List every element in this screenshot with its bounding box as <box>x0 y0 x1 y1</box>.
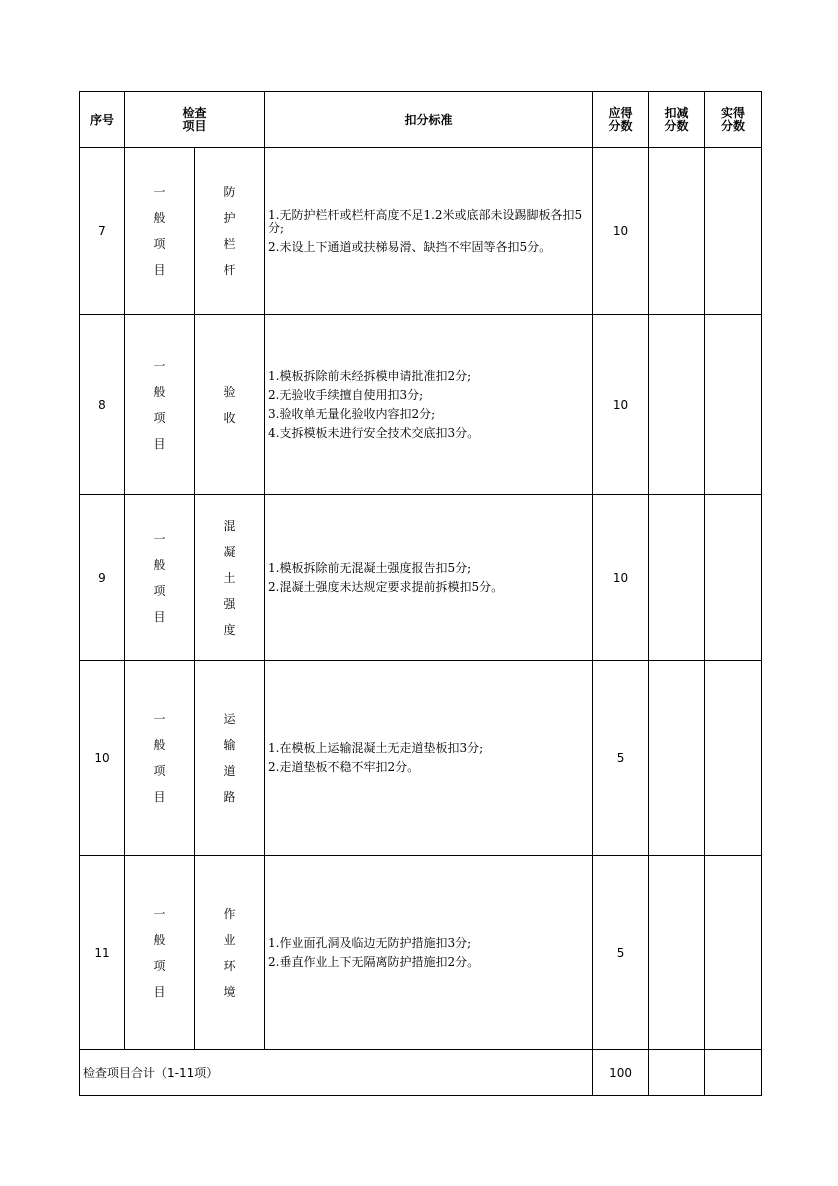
row-item-char: 凝 <box>223 544 236 559</box>
row-item <box>195 495 265 661</box>
row-category-char: 般 <box>153 384 166 399</box>
header-actual-line2: 分数 <box>721 118 746 133</box>
total-deduct-score[interactable] <box>649 1050 705 1096</box>
criteria-line: 1.作业面孔洞及临边无防护措施扣3分; <box>268 935 472 950</box>
row-seq: 9 <box>80 495 125 661</box>
criteria-line: 2.未设上下通道或扶梯易滑、缺挡不牢固等各扣5分。 <box>268 239 552 254</box>
row-item-char: 业 <box>223 932 236 947</box>
row-category-char: 项 <box>153 764 166 778</box>
row-category <box>125 856 195 1050</box>
row-category-char: 目 <box>153 790 166 804</box>
header-should-line2: 分数 <box>608 118 633 133</box>
row-item <box>195 856 265 1050</box>
criteria-line: 2.无验收手续擅自使用扣3分; <box>268 387 424 402</box>
row-should-score: 5 <box>593 856 649 1050</box>
row-item-char: 运 <box>223 712 236 726</box>
row-item-char: 土 <box>223 570 236 585</box>
row-category-char: 一 <box>153 906 166 921</box>
row-category-char: 般 <box>153 738 166 752</box>
row-item-char: 混 <box>223 518 236 533</box>
row-deduct-score[interactable] <box>649 495 705 661</box>
row-should-score: 10 <box>593 315 649 495</box>
row-seq: 10 <box>80 661 125 856</box>
row-criteria <box>265 856 593 1050</box>
row-category-char: 目 <box>153 984 166 999</box>
row-category-char: 般 <box>153 557 166 572</box>
header-item <box>125 92 265 148</box>
row-item-char: 环 <box>223 958 236 973</box>
row-category-char: 项 <box>153 583 166 598</box>
row-item-char: 栏 <box>223 237 236 251</box>
row-criteria <box>265 661 593 856</box>
row-item-char: 路 <box>223 790 236 804</box>
row-item-char: 道 <box>223 764 236 778</box>
header-seq: 序号 <box>80 92 125 148</box>
row-criteria <box>265 148 593 315</box>
criteria-line: 1.模板拆除前无混凝土强度报告扣5分; <box>268 560 472 575</box>
row-seq: 7 <box>80 148 125 315</box>
row-actual-score[interactable] <box>705 315 762 495</box>
row-item <box>195 315 265 495</box>
row-category-char: 项 <box>153 410 166 425</box>
row-item <box>195 661 265 856</box>
inspection-table <box>79 91 762 1096</box>
row-item-char: 度 <box>223 622 236 637</box>
row-item-char: 护 <box>223 211 236 225</box>
row-item-char: 强 <box>223 596 236 611</box>
criteria-line: 2.走道垫板不稳不牢扣2分。 <box>268 760 420 774</box>
row-actual-score[interactable] <box>705 661 762 856</box>
criteria-line: 1.无防护栏杆或栏杆高度不足1.2米或底部未设踢脚板各扣5分; <box>268 207 583 235</box>
criteria-line: 1.模板拆除前未经拆模申请批准扣2分; <box>268 368 472 383</box>
row-item-char: 防 <box>223 185 236 199</box>
row-item <box>195 148 265 315</box>
criteria-line: 3.验收单无量化验收内容扣2分; <box>268 406 436 421</box>
row-criteria <box>265 495 593 661</box>
row-item-char: 验 <box>223 384 236 399</box>
row-deduct-score[interactable] <box>649 148 705 315</box>
total-label: 检查项目合计（1-11项） <box>80 1050 593 1096</box>
row-category-char: 一 <box>153 185 166 199</box>
row-category-char: 目 <box>153 609 166 624</box>
criteria-line: 2.垂直作业上下无隔离防护措施扣2分。 <box>268 954 480 969</box>
row-category-char: 项 <box>153 958 166 973</box>
header-item-line1: 检查 <box>182 105 207 120</box>
row-item-char: 收 <box>223 410 236 425</box>
criteria-line: 4.支拆模板未进行安全技术交底扣3分。 <box>268 425 480 440</box>
header-actual-line1: 实得 <box>721 105 746 120</box>
header-actual-score <box>705 92 762 148</box>
criteria-line: 2.混凝土强度未达规定要求提前拆模扣5分。 <box>268 579 504 594</box>
row-seq: 8 <box>80 315 125 495</box>
row-deduct-score[interactable] <box>649 315 705 495</box>
row-item-char: 作 <box>223 906 236 921</box>
row-should-score: 5 <box>593 661 649 856</box>
row-category-char: 项 <box>153 237 166 251</box>
header-deduct-score <box>649 92 705 148</box>
header-deduct-line2: 分数 <box>664 118 689 133</box>
row-item-char: 杆 <box>223 263 236 277</box>
table-row <box>80 148 762 315</box>
table-row <box>80 856 762 1050</box>
row-should-score: 10 <box>593 495 649 661</box>
total-row <box>80 1050 762 1096</box>
total-should-score: 100 <box>593 1050 649 1096</box>
row-category-char: 般 <box>153 932 166 947</box>
header-row <box>80 92 762 148</box>
row-criteria <box>265 315 593 495</box>
row-category <box>125 661 195 856</box>
row-deduct-score[interactable] <box>649 661 705 856</box>
row-actual-score[interactable] <box>705 495 762 661</box>
table-row <box>80 315 762 495</box>
row-seq: 11 <box>80 856 125 1050</box>
row-should-score: 10 <box>593 148 649 315</box>
row-category-char: 目 <box>153 263 166 277</box>
row-item-char: 境 <box>223 984 236 999</box>
row-category-char: 一 <box>153 712 166 726</box>
header-deduct-line1: 扣减 <box>664 105 689 120</box>
header-criteria: 扣分标准 <box>265 92 593 148</box>
row-category-char: 目 <box>153 436 166 451</box>
row-deduct-score[interactable] <box>649 856 705 1050</box>
total-actual-score[interactable] <box>705 1050 762 1096</box>
row-category <box>125 315 195 495</box>
row-category-char: 一 <box>153 358 166 373</box>
row-category-char: 般 <box>153 211 166 225</box>
row-category <box>125 148 195 315</box>
table-row <box>80 661 762 856</box>
header-should-line1: 应得 <box>608 105 633 120</box>
row-category-char: 一 <box>153 531 166 546</box>
row-actual-score[interactable] <box>705 148 762 315</box>
table-row <box>80 495 762 661</box>
header-should-score <box>593 92 649 148</box>
row-item-char: 输 <box>223 738 236 752</box>
header-item-line2: 项目 <box>182 118 207 133</box>
row-category <box>125 495 195 661</box>
row-actual-score[interactable] <box>705 856 762 1050</box>
criteria-line: 1.在模板上运输混凝土无走道垫板扣3分; <box>268 741 484 755</box>
